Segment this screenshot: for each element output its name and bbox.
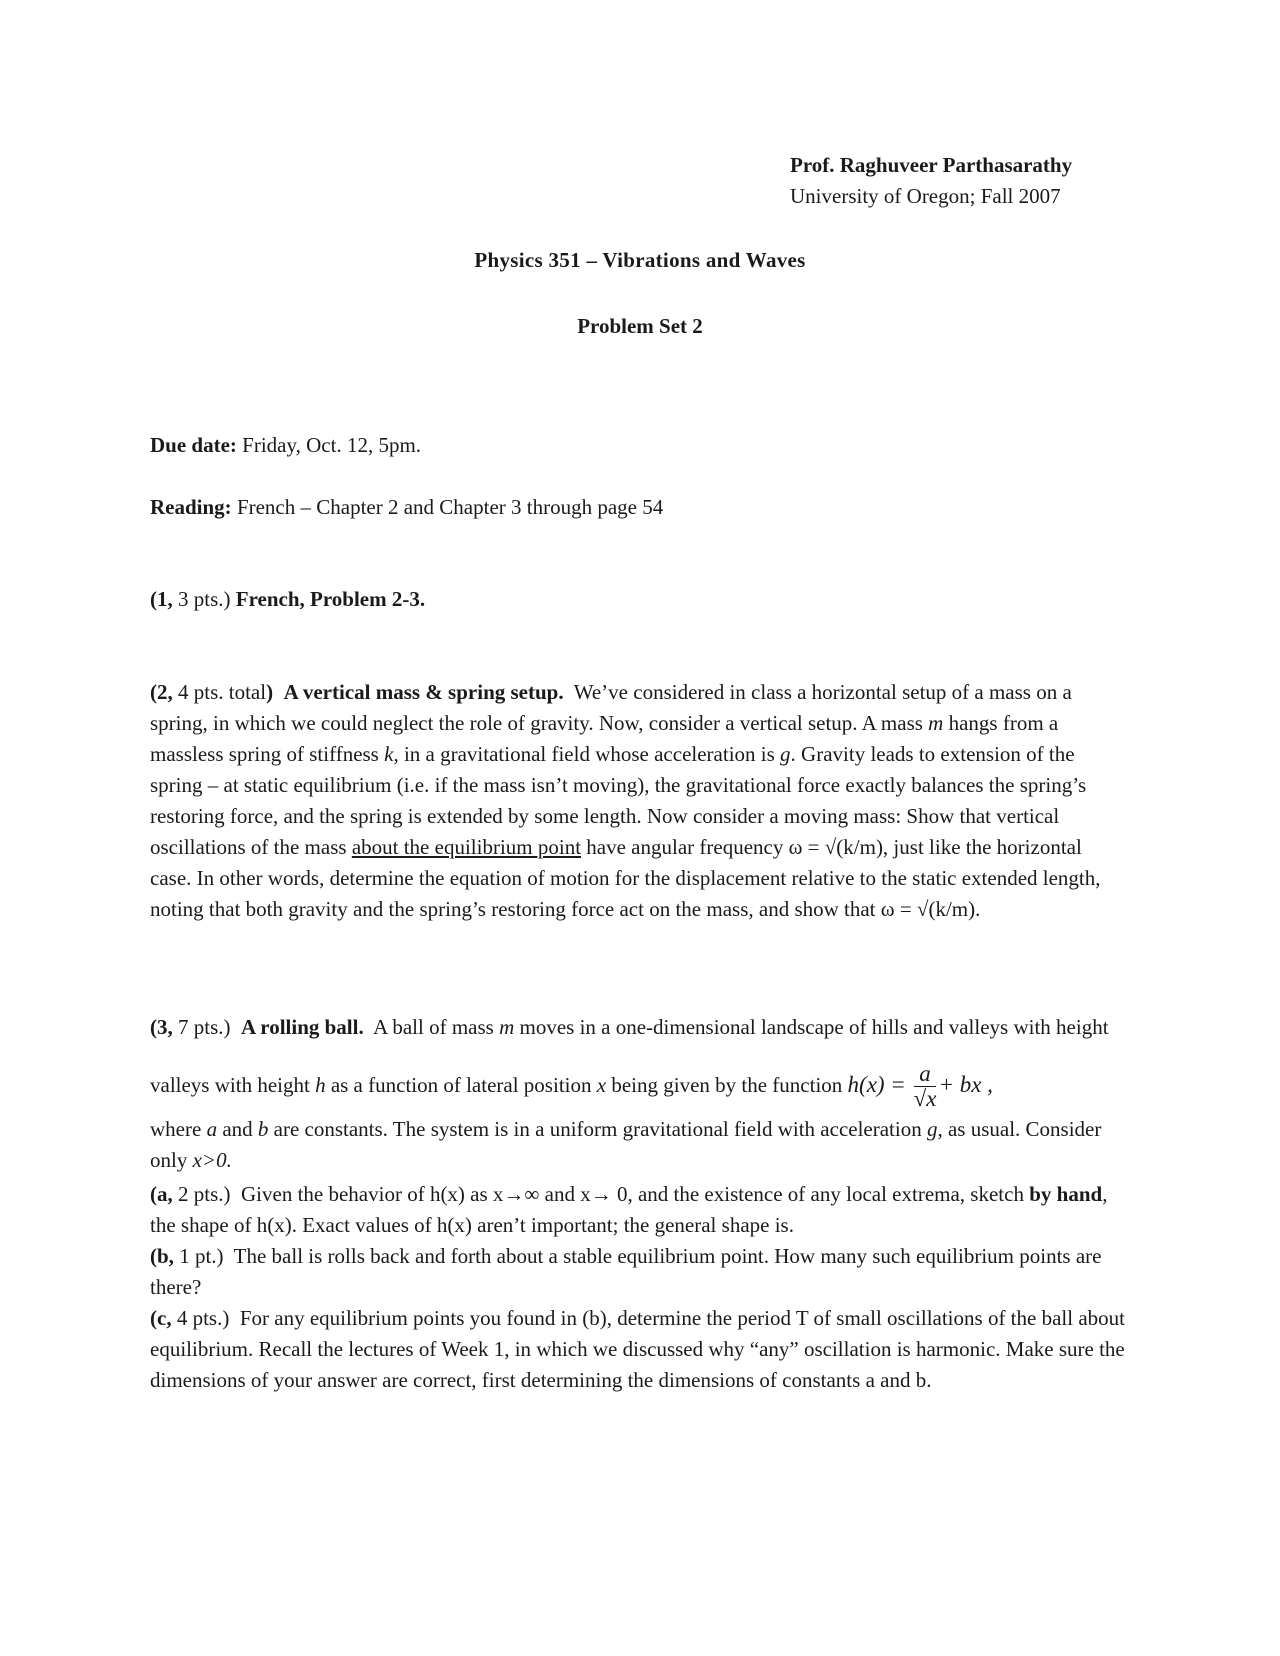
course-title: Physics 351 – Vibrations and Waves xyxy=(474,248,806,272)
problem-set-title: Problem Set 2 xyxy=(577,314,703,338)
problem-2-text-2: hangs from a massless spring of stiffness xyxy=(150,711,1059,766)
formula-denominator: √x xyxy=(913,1086,937,1111)
domain-condition: x>0. xyxy=(192,1148,232,1172)
part-a-label: (a, xyxy=(150,1182,173,1206)
part-c-label: (c, xyxy=(150,1306,172,1330)
problem-1-number: (1, xyxy=(150,587,173,611)
mass-symbol: m xyxy=(928,711,944,735)
gravity-symbol: g xyxy=(926,1117,938,1141)
problem-3-text-8: , as usual. Consider only xyxy=(150,1117,1102,1172)
part-a-text: Given the behavior of h(x) as x→∞ and x→ 0, and the existence of any local extrema, sketch xyxy=(241,1182,1030,1206)
problem-3-body xyxy=(150,1114,1128,1396)
part-a-text-2: , the shape of h(x). Exact values of h(x) aren’t important; the general shape is. xyxy=(150,1182,1108,1237)
part-a-points: 2 pts.) xyxy=(178,1182,231,1206)
due-date-label: Due date: xyxy=(150,433,237,457)
formula-numerator: a xyxy=(914,1062,937,1087)
part-c-text: For any equilibrium points you found in (b), determine the period T of small oscillations of the ball about equilibrium. Recall the lectures of Week 1, in which we discussed why “any” oscillation is harmonic. Make sure the dimensions of your answer are correct, first determining the dimensions of constants a and b. xyxy=(150,1306,1125,1392)
author-block xyxy=(790,150,1072,212)
problem-2-title: A vertical mass & spring setup. xyxy=(283,680,564,704)
due-date-value: Friday, Oct. 12, 5pm. xyxy=(242,433,422,457)
reading-line xyxy=(150,492,1128,523)
height-symbol: h xyxy=(315,1072,326,1097)
stiffness-symbol: k xyxy=(384,742,394,766)
position-symbol: x xyxy=(596,1072,607,1097)
problem-3-text-1: A ball of mass xyxy=(373,1015,500,1039)
reading-label: Reading: xyxy=(150,495,232,519)
problem-1-points: 3 pts.) xyxy=(178,587,231,611)
problem-2-points: 4 pts. total xyxy=(178,680,267,704)
mass-symbol: m xyxy=(499,1015,515,1039)
part-b-points: 1 pt.) xyxy=(179,1244,224,1268)
height-formula xyxy=(847,1061,993,1111)
part-b-text: The ball is rolls back and forth about a stable equilibrium point. How many such equilibrium points are there? xyxy=(150,1244,1102,1299)
const-b: b xyxy=(257,1117,269,1141)
problem-2-text-1: We’ve considered in class a horizontal setup of a mass on a spring, in which we could neglect the role of gravity. Now, consider a vertical setup. A mass xyxy=(150,680,1072,735)
problem-3-number: (3, xyxy=(150,1015,173,1039)
part-c-points: 4 pts.) xyxy=(176,1306,230,1330)
problem-3-text-3: as a function of lateral position xyxy=(325,1072,597,1097)
problem-2 xyxy=(150,677,1128,925)
formula-fraction xyxy=(914,1062,937,1111)
part-a-bold: by hand xyxy=(1029,1182,1103,1206)
problem-3-text-valleys: valleys with height xyxy=(150,1072,316,1097)
due-date-line xyxy=(150,430,1128,461)
problem-3-text-7: are constants. The system is in a uniform gravitational field with acceleration xyxy=(268,1117,927,1141)
problem-1-title: French, Problem 2-3. xyxy=(235,587,426,611)
problem-3-formula-line xyxy=(150,1062,1128,1111)
problem-3-text-6: and xyxy=(217,1117,258,1141)
reading-value: French – Chapter 2 and Chapter 3 through page 54 xyxy=(236,495,664,519)
problem-3-text-2: moves in a one-dimensional landscape of hills and valleys with height xyxy=(514,1015,1109,1039)
problem-3-text-5: where xyxy=(150,1117,207,1141)
problem-2-points-close: ) xyxy=(266,680,274,704)
problem-3-text-4: being given by the function xyxy=(606,1072,848,1097)
underlined-phrase: about the equilibrium point xyxy=(351,835,582,859)
part-b-label: (b, xyxy=(150,1244,174,1268)
problem-2-number: (2, xyxy=(150,680,173,704)
gravity-symbol: g xyxy=(780,742,791,766)
problem-2-text-4: . Gravity leads to extension of the spring – at static equilibrium (i.e. if the mass isn’t moving), the gravitational force exactly balances the spring’s restoring force, and the spring is extended by some length. Now consider a moving mass: Show that vertical oscillations of the mass xyxy=(150,742,1087,859)
problem-1 xyxy=(150,584,1128,615)
formula-lhs: h(x) = xyxy=(847,1071,906,1097)
problem-3-points: 7 pts.) xyxy=(178,1015,231,1039)
problem-2-text-3: , in a gravitational field whose acceleration is xyxy=(393,742,781,766)
formula-rhs: + bx , xyxy=(938,1071,993,1097)
problem-2-text-5: have angular frequency ω = √(k/m), just like the horizontal case. In other words, determine the equation of motion for the displacement relative to the static extended length, noting that both gravity and the spring’s restoring force act on the mass, and show that ω = √(k/m). xyxy=(150,835,1101,921)
affiliation: University of Oregon; Fall 2007 xyxy=(790,184,1061,208)
const-a: a xyxy=(206,1117,218,1141)
problem-3-title: A rolling ball. xyxy=(241,1015,364,1039)
author-name: Prof. Raghuveer Parthasarathy xyxy=(790,153,1073,177)
problem-3 xyxy=(150,1012,1128,1055)
